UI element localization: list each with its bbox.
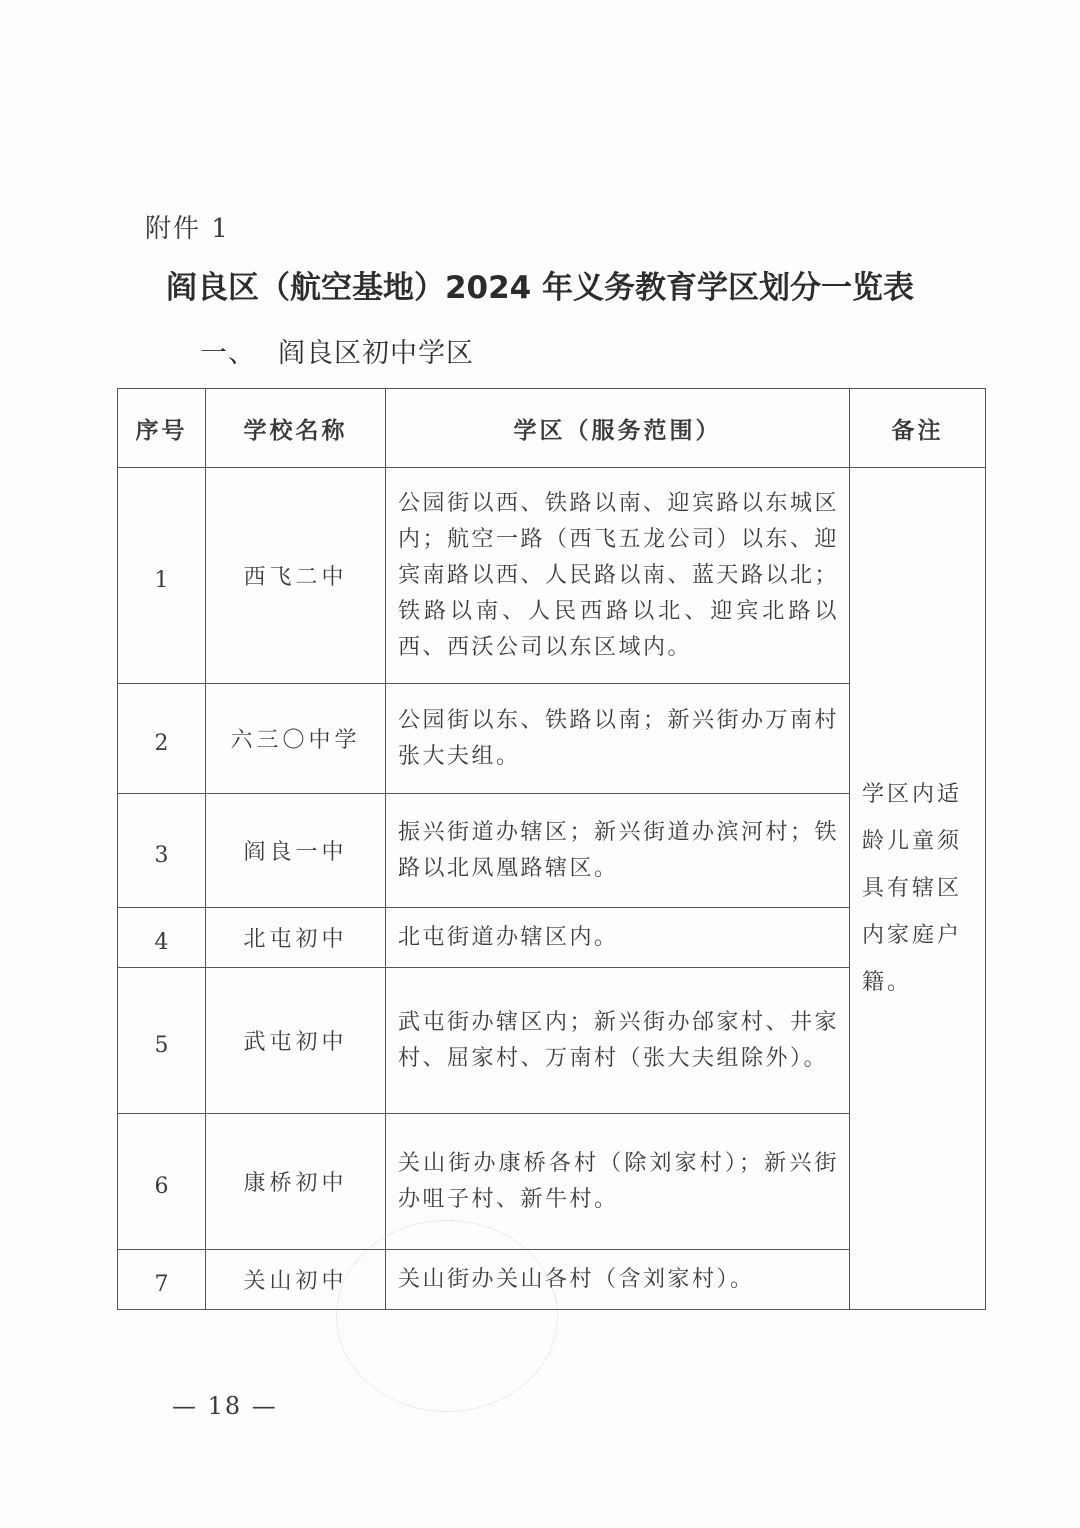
school-name: 康桥初中: [206, 1114, 386, 1250]
service-area: 振兴街道办辖区；新兴街道办滨河村；铁路以北凤凰路辖区。: [386, 794, 850, 908]
row-number: 4: [118, 908, 206, 968]
row-number: 7: [118, 1250, 206, 1310]
school-name: 关山初中: [206, 1250, 386, 1310]
row-number: 2: [118, 684, 206, 794]
header-school-name: 学校名称: [206, 389, 386, 468]
service-area: 公园街以西、铁路以南、迎宾路以东城区内；航空一路（西飞五龙公司）以东、迎宾南路以西、人民路以南、蓝天路以北；铁路以南、人民西路以北、迎宾北路以西、西沃公司以东区域内。: [386, 468, 850, 684]
section-number: 一、: [200, 338, 256, 369]
school-name: 西飞二中: [206, 468, 386, 684]
section-heading: [200, 331, 474, 370]
page-number: — 18 —: [172, 1392, 278, 1420]
remarks-cell: 学区内适龄儿童须具有辖区内家庭户籍。: [850, 468, 986, 1310]
service-area: 公园街以东、铁路以南；新兴街办万南村张大夫组。: [386, 684, 850, 794]
service-area: 武屯街办辖区内；新兴街办邰家村、井家村、屈家村、万南村（张大夫组除外）。: [386, 968, 850, 1114]
row-number: 6: [118, 1114, 206, 1250]
section-label: 阎良区初中学区: [278, 338, 474, 369]
service-area: 北屯街道办辖区内。: [386, 908, 850, 968]
school-name: 武屯初中: [206, 968, 386, 1114]
header-number: 序号: [118, 389, 206, 468]
school-name: 六三〇中学: [206, 684, 386, 794]
header-service-area: 学区（服务范围）: [386, 389, 850, 468]
document-title: 阎良区（航空基地）2024 年义务教育学区划分一览表: [165, 270, 915, 306]
school-name: 北屯初中: [206, 908, 386, 968]
header-remarks: 备注: [850, 389, 986, 468]
school-name: 阎良一中: [206, 794, 386, 908]
table-row: [118, 468, 986, 684]
service-area: 关山街办关山各村（含刘家村）。: [386, 1250, 850, 1310]
row-number: 3: [118, 794, 206, 908]
service-area: 关山街办康桥各村（除刘家村）；新兴街办咀子村、新牛村。: [386, 1114, 850, 1250]
attachment-label: 附件 1: [145, 214, 230, 244]
row-number: 1: [118, 468, 206, 684]
row-number: 5: [118, 968, 206, 1114]
table-header-row: [118, 389, 986, 468]
school-district-table: [117, 388, 986, 1310]
